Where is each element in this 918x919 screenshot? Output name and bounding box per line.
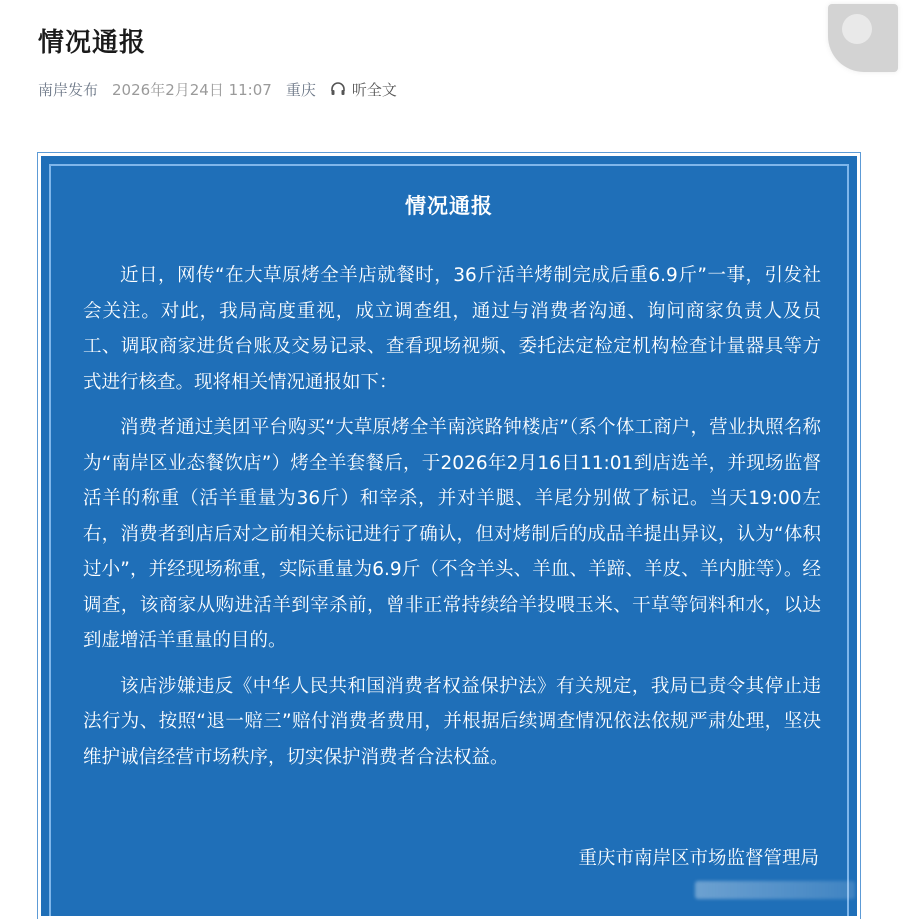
notice-body [83,258,821,785]
listen-label: 听全文 [351,80,397,99]
listen-button[interactable] [330,79,397,100]
publish-date: 2026年2月24日 11:07 [112,80,272,99]
location-tag: 重庆 [285,80,316,99]
page-title: 情况通报 [38,28,147,58]
notice-signature: 重庆市南岸区市场监督管理局 [578,848,819,869]
notice-paragraph: 近日，网传“在大草原烤全羊店就餐时，36斤活羊烤制完成后重6.9斤”一事，引发社会关注。对此，我局高度重视，成立调查组，通过与消费者沟通、询问商家负责人及员工、调取商家进货台账及交易记录、查看现场视频、委托法定检定机构检查计量器具等方式进行核查。现将相关情况通报如下： [83,265,821,393]
notice-frame [49,164,849,916]
notice-title: 情况通报 [405,194,493,218]
source-link[interactable]: 南岸发布 [38,80,99,99]
floating-button[interactable] [828,4,898,72]
headphones-icon [330,81,346,97]
notice-paragraph: 该店涉嫌违反《中华人民共和国消费者权益保护法》有关规定，我局已责令其停止违法行为、按照“退一赔三”赔付消费者费用，并根据后续调查情况依法依规严肃处理，坚决维护诚信经营市场秩序，切实保护消费者合法权益。 [83,675,821,768]
watermark [695,881,855,899]
notice-image [38,153,860,919]
notice-paragraph: 消费者通过美团平台购买“大草原烤全羊南滨路钟楼店”（系个体工商户，营业执照名称为“南岸区业态餐饮店”）烤全羊套餐后，于2026年2月16日11:01到店选羊，并现场监督活羊的称重（活羊重量为36斤）和宰杀，并对羊腿、羊尾分别做了标记。当天19:00左右，消费者到店后对之前相关标记进行了确认，但对烤制后的成品羊提出异议，认为“体积过小”，并经现场称重，实际重量为6.9斤（不含羊头、羊血、羊蹄、羊皮、羊内脏等）。经调查，该商家从购进活羊到宰杀前，曾非正常持续给羊投喂玉米、干草等饲料和水，以达到虚增活羊重量的目的。 [83,417,821,651]
meta-row [38,78,397,100]
